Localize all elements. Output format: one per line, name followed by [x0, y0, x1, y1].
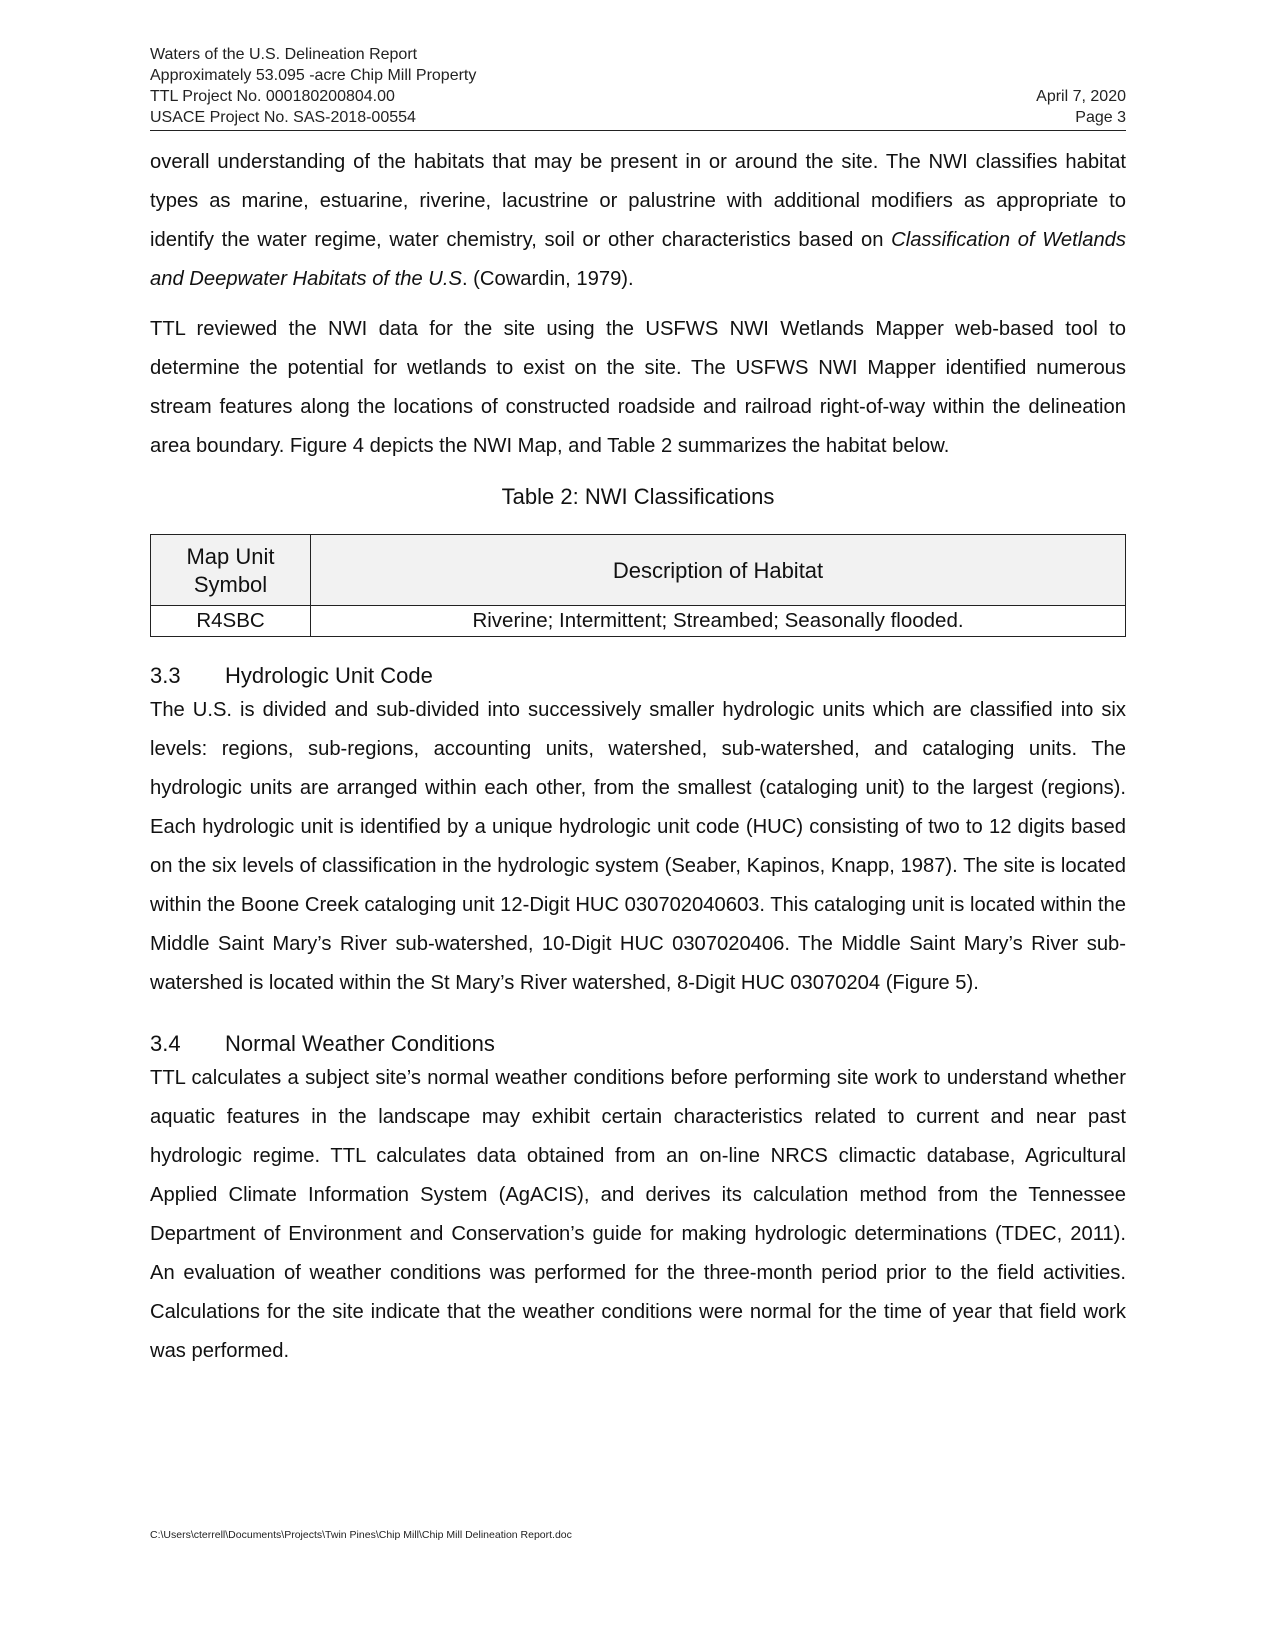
header-project-info — [150, 44, 1126, 128]
nwi-classifications-table — [150, 534, 1126, 637]
header-property: Approximately 53.095 -acre Chip Mill Property — [150, 67, 477, 84]
section-title: Hydrologic Unit Code — [225, 663, 433, 688]
paragraph-text: overall understanding of the habitats that may be present in or around the site. The NWI classifies habitat types as marine, estuarine, riverine, lacustrine or palustrine with additional modifiers as appropriate to identify the water regime, water chemistry, soil or other characteristics based on — [150, 151, 1126, 251]
section-number: 3.3 — [150, 663, 181, 688]
section-heading-normal-weather-conditions — [150, 1029, 1126, 1059]
table-header-row — [151, 535, 1126, 606]
paragraph-hydrologic-unit-code: The U.S. is divided and sub-divided into successively smaller hydrologic units which are classified into six levels: regions, sub-regions, accounting units, watershed, sub-watershed, and cataloging units. The hydrologic units are arranged within each other, from the smallest (cataloging unit) to the largest (regions). Each hydrologic unit is identified by a unique hydrologic unit code (HUC) consisting of two to 12 digits based on the six levels of classification in the hydrologic system (Seaber, Kapinos, Knapp, 1987). The site is located within the Boone Creek cataloging unit 12-Digit HUC 030702040603. This cataloging unit is located within the Middle Saint Mary’s River sub-watershed, 10-Digit HUC 0307020406. The Middle Saint Mary’s River sub-watershed is located within the St Mary’s River watershed, 8-Digit HUC 03070204 (Figure 5). — [150, 699, 1126, 994]
page-header — [150, 44, 1126, 131]
table-caption: Table 2: NWI Classifications — [501, 484, 775, 509]
section-heading-hydrologic-unit-code — [150, 661, 1126, 691]
cell-map-unit-symbol: R4SBC — [151, 606, 311, 637]
cell-habitat-description: Riverine; Intermittent; Streambed; Seasonally flooded. — [311, 606, 1126, 637]
footer-file-path: C:\Users\cterrell\Documents\Projects\Twin Pines\Chip Mill\Chip Mill Delineation Report.doc — [150, 1529, 572, 1541]
paragraph-nwi-classification — [150, 143, 1126, 299]
header-page-number: Page 3 — [1075, 109, 1126, 126]
header-map-unit-symbol: Map Unit Symbol — [151, 535, 311, 606]
header-report-title: Waters of the U.S. Delineation Report — [150, 46, 418, 63]
header-ttl-project: TTL Project No. 000180200804.00 — [150, 88, 395, 105]
header-usace-project: USACE Project No. SAS-2018-00554 — [150, 109, 416, 126]
section-title: Normal Weather Conditions — [225, 1031, 495, 1056]
section-number: 3.4 — [150, 1031, 181, 1056]
table-row — [151, 606, 1126, 637]
header-date-page — [1036, 86, 1126, 128]
paragraph-normal-weather-conditions: TTL calculates a subject site’s normal weather conditions before performing site work to understand whether aquatic features in the landscape may exhibit certain characteristics related to current and near past hydrologic regime. TTL calculates data obtained from an on-line NRCS climactic database, Agricultural Applied Climate Information System (AgACIS), and derives its calculation method from the Tennessee Department of Environment and Conservation’s guide for making hydrologic determinations (TDEC, 2011). An evaluation of weather conditions was performed for the three-month period prior to the field activities. Calculations for the site indicate that the weather conditions were normal for the time of year that field work was performed. — [150, 1067, 1126, 1362]
paragraph-nwi-review: TTL reviewed the NWI data for the site using the USFWS NWI Wetlands Mapper web-based tool to determine the potential for wetlands to exist on the site. The USFWS NWI Mapper identified numerous stream features along the locations of constructed roadside and railroad right-of-way within the delineation area boundary. Figure 4 depicts the NWI Map, and Table 2 summarizes the habitat below. — [150, 318, 1126, 457]
citation-reference: . (Cowardin, 1979). — [461, 268, 634, 290]
citation-title: Classification of Wetlands and Deepwater Habitats of the U.S — [150, 229, 1126, 290]
document-page — [150, 44, 1126, 1371]
header-date: April 7, 2020 — [1036, 88, 1126, 105]
header-description-of-habitat: Description of Habitat — [311, 535, 1126, 606]
